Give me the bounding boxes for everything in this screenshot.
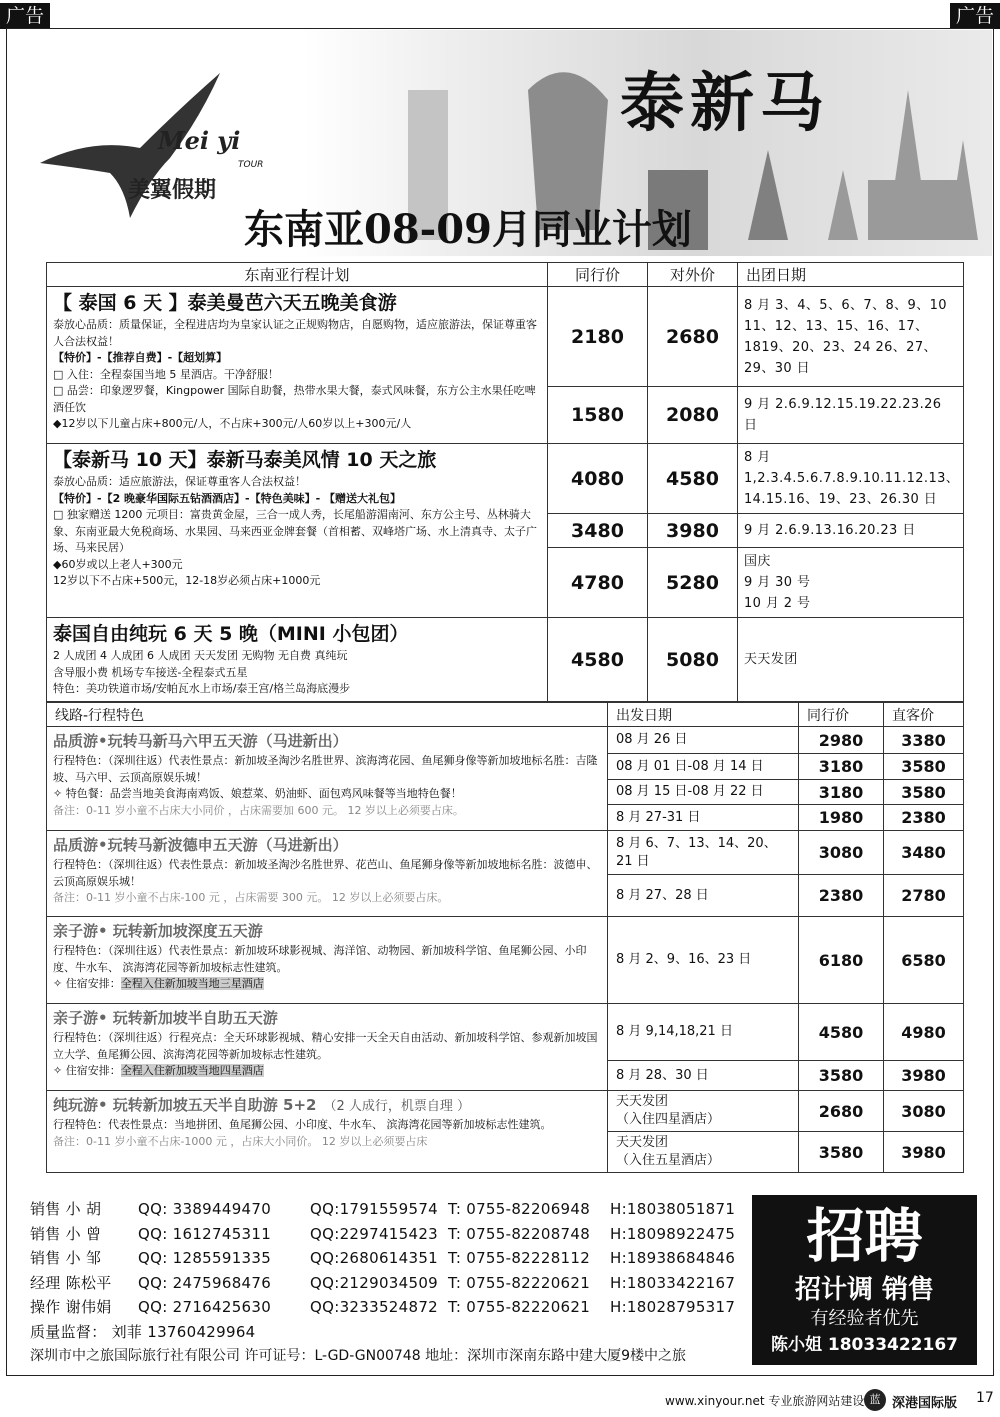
contact-mobile: H:18038051871 [610, 1200, 736, 1218]
lodging-value: 全程入住新加坡当地三星酒店 [120, 977, 264, 990]
route-note: 备注：0-11 岁小童不占床-1000 元 ，占床大小同价。 12 岁以上必须要占床 [53, 1134, 428, 1148]
route-title: 亲子游• 玩转新加坡深度五天游 [53, 922, 263, 940]
route-line [53, 1063, 601, 1080]
table-row [47, 1004, 964, 1061]
departure-date: 08 月 01 日-08 月 14 日 [608, 754, 799, 780]
peer-price: 6180 [799, 917, 884, 1004]
contact-qq: QQ: 1285591335 [138, 1249, 272, 1267]
page-number: 17 [976, 1390, 994, 1406]
direct-price: 4980 [884, 1004, 964, 1061]
lodging-label: ✧ 住宿安排： [53, 977, 121, 990]
departure-dates: 9 月 2.6.9.13.16.20.23 日 [738, 514, 964, 548]
edition-name: 深港国际版 [892, 1396, 958, 1411]
tour-title: 泰国自由纯玩 6 天 5 晚（MINI 小包团） [53, 623, 409, 645]
col-peer-price: 同行价 [799, 703, 884, 727]
route-line: 行程特色：（深圳往返）代表性景点：新加坡圣淘沙名胜世界、花芭山、鱼尾狮身像等新加坡地标名胜：波德申、云顶高原娱乐城！ [53, 858, 598, 888]
departure-date: 8 月 28、30 日 [608, 1061, 799, 1091]
logo-chinese: 美翼假期 [128, 178, 217, 203]
departure-date: 8 月 2、9、16、23 日 [608, 917, 799, 1004]
direct-price: 2780 [884, 875, 964, 917]
recruitment-box [752, 1195, 977, 1365]
route-line: ✧ 特色餐：品尝当地美食海南鸡饭、娘惹菜、奶油虾、面包鸡风味餐等当地特色餐！ [53, 787, 462, 800]
departure-dates: 8 月 3、4、5、6、7、8、9、10 11、12、13、15、16、17、1819、20、23、24 26、27、29、30 日 [738, 287, 964, 387]
route-description [47, 831, 608, 917]
table-row [47, 917, 964, 1004]
route-line [53, 976, 601, 993]
departure-dates: 8 月 1,2.3.4.5.6.7.8.9.10.11.12.13、14.15.16、19、23、26.30 日 [738, 444, 964, 514]
recruit-role: 招计调 销售 [794, 1275, 935, 1305]
lodging-value: 全程入住新加坡当地四星酒店 [120, 1064, 264, 1077]
tour-line: 【特价】-【2 晚豪华国际五钻酒酒店】-【特色美味】- 【赠送大礼包】 [53, 491, 402, 505]
contact-qq2: QQ:2129034509 [310, 1273, 439, 1292]
lodging-label: ✧ 住宿安排： [53, 1064, 121, 1077]
company-footer: 深圳市中之旅国际旅行社有限公司 许可证号：L-GD-GN00748 地址：深圳市深南东路中建大厦9楼中之旅 [30, 1348, 686, 1364]
peer-price: 1980 [799, 805, 884, 831]
logo-english: Mei yi [158, 126, 241, 155]
table-row [47, 618, 964, 702]
col-route: 线路-行程特色 [47, 703, 608, 727]
route-title: 品质游•玩转马新马六甲五天游（马进新出） [53, 732, 348, 750]
route-note: 备注：0-11 岁小童不占床-100 元 ，占床需要 300 元。 12 岁以上必须要占床。 [53, 891, 449, 904]
departure-date: 08 月 15 日-08 月 22 日 [608, 780, 799, 805]
contact-tel: T: 0755-82208748 [448, 1224, 591, 1243]
route-line: 行程特色：（深圳往返）行程亮点：全天环球影视城、精心安排一天全天自由活动、新加坡科学馆、参观新加坡国立大学、鱼尾狮公园、滨海湾花园等新加坡标志性建筑。 [53, 1031, 598, 1061]
date-line: 10 月 2 号 [744, 596, 811, 611]
peer-price: 2180 [548, 287, 648, 387]
route-description [47, 1091, 608, 1173]
tour-line: 泰放心品质：适应旅游法，保证尊重客人合法权益！ [53, 475, 306, 488]
direct-price: 3580 [884, 754, 964, 780]
retail-price: 5280 [648, 548, 738, 618]
brand-title: 泰新马 [620, 66, 830, 141]
table-header-row [47, 703, 964, 727]
col-direct-price: 直客价 [884, 703, 964, 727]
departure-date: 8 月 9,14,18,21 日 [608, 1004, 799, 1061]
contact-role: 销售 小 邹 [30, 1249, 102, 1267]
col-departure: 出发日期 [608, 703, 799, 727]
peer-price: 4580 [548, 618, 648, 702]
route-title: 品质游•玩转马新波德申五天游（马进新出） [53, 836, 348, 854]
departure-date [608, 1091, 799, 1132]
retail-price: 2080 [648, 387, 738, 444]
date-line: （入住四星酒店） [616, 1112, 721, 1127]
tour-title: 【 泰国 6 天 】泰美曼芭六天五晚美食游 [53, 292, 397, 314]
peer-price: 2980 [799, 727, 884, 754]
direct-price: 3980 [884, 1132, 964, 1173]
southeast-asia-plan-table [46, 262, 964, 702]
table-row [47, 727, 964, 754]
departure-date: 8 月 27-31 日 [608, 805, 799, 831]
main-title: 东南亚08-09月同业计划 [244, 206, 692, 253]
contact-mobile: H:18098922475 [610, 1224, 736, 1243]
logo-tour: TOUR [238, 160, 264, 170]
peer-price: 4780 [548, 548, 648, 618]
tour-line: ◆60岁或以上老人+300元 [53, 557, 183, 571]
peer-price: 3580 [799, 1061, 884, 1091]
peer-price: 2380 [799, 875, 884, 917]
contact-qq2: QQ:3233524872 [310, 1298, 439, 1316]
tour-line: □ 入住：全程泰国当地 5 星酒店。干净舒服！ [53, 367, 279, 381]
route-description [47, 727, 608, 831]
route-description [47, 1004, 608, 1091]
col-itinerary: 东南亚行程计划 [47, 263, 548, 287]
contact-tel: T: 0755-82206948 [448, 1200, 591, 1218]
direct-price: 3480 [884, 831, 964, 875]
peer-price: 1580 [548, 387, 648, 444]
date-line: 9 月 30 号 [744, 575, 811, 590]
tour-line: 【特价】-【推荐自费】-【超划算】 [53, 351, 228, 364]
route-note: 备注：0-11 岁小童不占床大小同价 ，占床需要加 600 元。 12 岁以上必须要占床。 [53, 803, 464, 817]
peer-price: 3580 [799, 1132, 884, 1173]
peer-price: 3180 [799, 780, 884, 805]
contact-qq: QQ: 2475968476 [138, 1273, 272, 1292]
tour-line: 特色：美功铁道市场/安帕瓦水上市场/泰王宫/格兰岛海底漫步 [53, 682, 351, 695]
col-dates: 出团日期 [738, 263, 964, 287]
peer-price: 3180 [799, 754, 884, 780]
departure-date: 08 月 26 日 [608, 727, 799, 754]
contact-role: 操作 谢伟娟 [30, 1298, 112, 1316]
quality-text: 质量监督： 刘菲 13760429964 [30, 1322, 256, 1341]
table-row [47, 831, 964, 875]
date-line: 天天发团 [616, 1094, 669, 1109]
retail-price: 4580 [648, 444, 738, 514]
edition-icon: 蓝 [864, 1389, 886, 1411]
route-subtitle: （2 人成行，机票自理 ） [323, 1099, 471, 1114]
col-peer-price: 同行价 [548, 263, 648, 287]
contact-role: 销售 小 胡 [30, 1200, 102, 1218]
contact-qq: QQ: 2716425630 [138, 1298, 272, 1316]
tour-line: 含导服小费 机场专车接送-全程泰式五星 [53, 665, 248, 679]
route-line: 行程特色：代表性景点：当地拼团、鱼尾狮公园、小印度、牛水车、 滨海湾花园等新加坡标志性建筑。 [53, 1118, 552, 1131]
contact-qq2: QQ:2297415423 [310, 1224, 439, 1243]
ad-label-left: 广告 [0, 3, 50, 29]
recruit-requirement: 有经验者优先 [810, 1308, 919, 1329]
tour-description [47, 618, 548, 702]
recruit-title: 招聘 [806, 1202, 923, 1270]
contact-role: 销售 小 曾 [30, 1224, 102, 1243]
table-row [47, 1091, 964, 1132]
direct-price: 6580 [884, 917, 964, 1004]
tour-line: □ 独家赠送 1200 元项目：富贵黄金屋，三合一成人秀，长尾船游湄南河、东方公主号、丛林骑大象、东南亚最大免税商场、水果园、马来西亚金牌套餐（首相蓄、双峰塔广场、水上清真寺、太子广场、马来民居） [53, 508, 537, 554]
retail-price: 3980 [648, 514, 738, 548]
hero-banner [8, 30, 992, 256]
peer-price: 4080 [548, 444, 648, 514]
contact-qq2: QQ:2680614351 [310, 1249, 439, 1267]
route-feature-table [46, 702, 964, 1173]
departure-dates: 9 月 2.6.9.12.15.19.22.23.26 日 [738, 387, 964, 444]
route-title: 纯玩游• 玩转新加坡五天半自助游 5+2 [53, 1096, 317, 1114]
tour-line: 泰放心品质：质量保证，全程进店均为皇家认证之正规购物店，自愿购物，适应旅游法，保证尊重客人合法权益！ [53, 318, 537, 348]
tour-line: ◆12岁以下儿童占床+800元/人，不占床+300元/人60岁以上+300元/人 [53, 417, 412, 430]
date-line: 国庆 [744, 554, 771, 569]
route-title: 亲子游• 玩转新加坡半自助五天游 [53, 1009, 278, 1027]
tour-line: □ 品尝：印象逻罗餐，Kingpower 国际自助餐，热带水果大餐，泰式风味餐，东方公主水果任吃啤酒任饮 [53, 384, 536, 414]
direct-price: 3080 [884, 1091, 964, 1132]
departure-date: 8 月 6、7、13、14、20、21 日 [608, 831, 799, 875]
direct-price: 3580 [884, 780, 964, 805]
departure-dates [738, 548, 964, 618]
retail-price: 2680 [648, 287, 738, 387]
contact-tel: T: 0755-82220621 [448, 1298, 591, 1316]
peer-price: 3080 [799, 831, 884, 875]
date-line: 天天发团 [616, 1135, 669, 1150]
date-line: （入住五星酒店） [616, 1153, 721, 1168]
contact-tel: T: 0755-82228112 [448, 1249, 591, 1267]
direct-price: 3980 [884, 1061, 964, 1091]
retail-price: 5080 [648, 618, 738, 702]
table-row [47, 444, 964, 514]
contact-mobile: H:18028795317 [610, 1298, 736, 1316]
table-header-row [47, 263, 964, 287]
route-line: 行程特色：（深圳往返）代表性景点：新加坡圣淘沙名胜世界、滨海湾花园、鱼尾狮身像等新加坡地标名胜：吉隆坡、马六甲、云顶高原娱乐城！ [53, 754, 598, 784]
recruit-contact: 陈小姐 18033422167 [770, 1335, 959, 1355]
contact-qq: QQ: 1612745311 [138, 1224, 272, 1243]
peer-price: 2680 [799, 1091, 884, 1132]
peer-price: 4580 [799, 1004, 884, 1061]
direct-price: 2380 [884, 805, 964, 831]
contact-qq: QQ: 3389449470 [138, 1200, 272, 1218]
site-credit: www.xinyour.net 专业旅游网站建设 [665, 1394, 865, 1408]
departure-date [608, 1132, 799, 1173]
tour-line: 2 人成团 4 人成团 6 人成团 天天发团 无购物 无自费 真纯玩 [53, 649, 348, 662]
contact-tel: T: 0755-82220621 [448, 1273, 591, 1292]
contact-qq2: QQ:1791559574 [310, 1200, 439, 1218]
route-line: 行程特色：（深圳往返）代表性景点：新加坡环球影视城、海洋馆、动物园、新加坡科学馆、鱼尾狮公园、小印度、牛水车、 滨海湾花园等新加坡标志性建筑。 [53, 944, 587, 974]
col-retail-price: 对外价 [648, 263, 738, 287]
contact-role: 经理 陈松平 [30, 1273, 112, 1292]
tour-description [47, 287, 548, 444]
peer-price: 3480 [548, 514, 648, 548]
contact-mobile: H:18938684846 [610, 1249, 736, 1267]
contact-mobile: H:18033422167 [610, 1273, 736, 1292]
direct-price: 3380 [884, 727, 964, 754]
ad-label-right: 广告 [950, 3, 1000, 29]
departure-dates: 天天发团 [738, 618, 964, 702]
route-description [47, 917, 608, 1004]
departure-date: 8 月 27、28 日 [608, 875, 799, 917]
tour-line: 12岁以下不占床+500元，12-18岁必须占床+1000元 [53, 574, 321, 587]
tour-description [47, 444, 548, 618]
tour-title: 【泰新马 10 天】泰新马泰美风情 10 天之旅 [53, 449, 437, 471]
table-row [47, 287, 964, 387]
